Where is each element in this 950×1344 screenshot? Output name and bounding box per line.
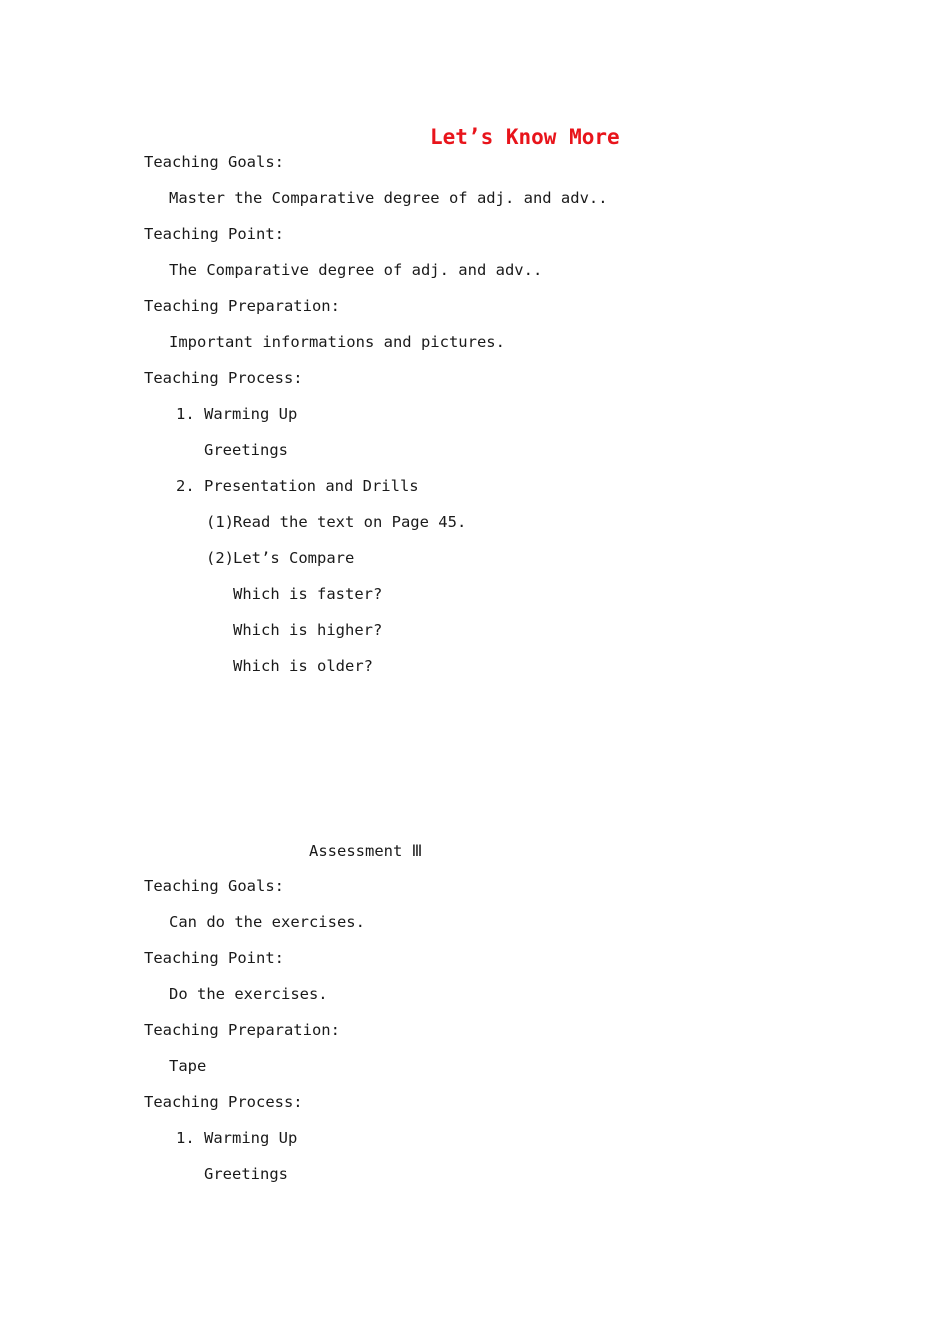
step-detail: Greetings (204, 441, 288, 459)
substep-text: Let’s Compare (233, 549, 355, 567)
step-title: Presentation and Drills (204, 477, 419, 495)
substep-text: Read the text on Page 45. (233, 513, 467, 531)
lesson-title: Let’s Know More (430, 125, 620, 149)
teaching-preparation-heading: Teaching Preparation: (144, 1021, 340, 1039)
question-item: Which is faster? (233, 585, 383, 603)
teaching-goals-heading: Teaching Goals: (144, 877, 284, 895)
teaching-goals-text: Can do the exercises. (169, 913, 365, 931)
question-item: Which is older? (233, 657, 373, 675)
teaching-goals-text: Master the Comparative degree of adj. and adv.. (169, 189, 608, 207)
teaching-preparation-heading: Teaching Preparation: (144, 297, 340, 315)
step-number: 2. (176, 477, 195, 495)
teaching-preparation-text: Important informations and pictures. (169, 333, 505, 351)
question-item: Which is higher? (233, 621, 383, 639)
step-title: Warming Up (204, 1129, 298, 1147)
step-number: 1. (176, 1129, 195, 1147)
teaching-point-text: The Comparative degree of adj. and adv.. (169, 261, 543, 279)
teaching-process-heading: Teaching Process: (144, 1093, 303, 1111)
section-title: Assessment Ⅲ (309, 842, 423, 860)
teaching-point-heading: Teaching Point: (144, 225, 284, 243)
teaching-goals-heading: Teaching Goals: (144, 153, 284, 171)
teaching-point-heading: Teaching Point: (144, 949, 284, 967)
step-title: Warming Up (204, 405, 298, 423)
teaching-preparation-text: Tape (169, 1057, 207, 1075)
substep-number: (2) (206, 549, 234, 567)
substep-number: (1) (206, 513, 234, 531)
teaching-point-text: Do the exercises. (169, 985, 328, 1003)
step-detail: Greetings (204, 1165, 288, 1183)
teaching-process-heading: Teaching Process: (144, 369, 303, 387)
step-number: 1. (176, 405, 195, 423)
